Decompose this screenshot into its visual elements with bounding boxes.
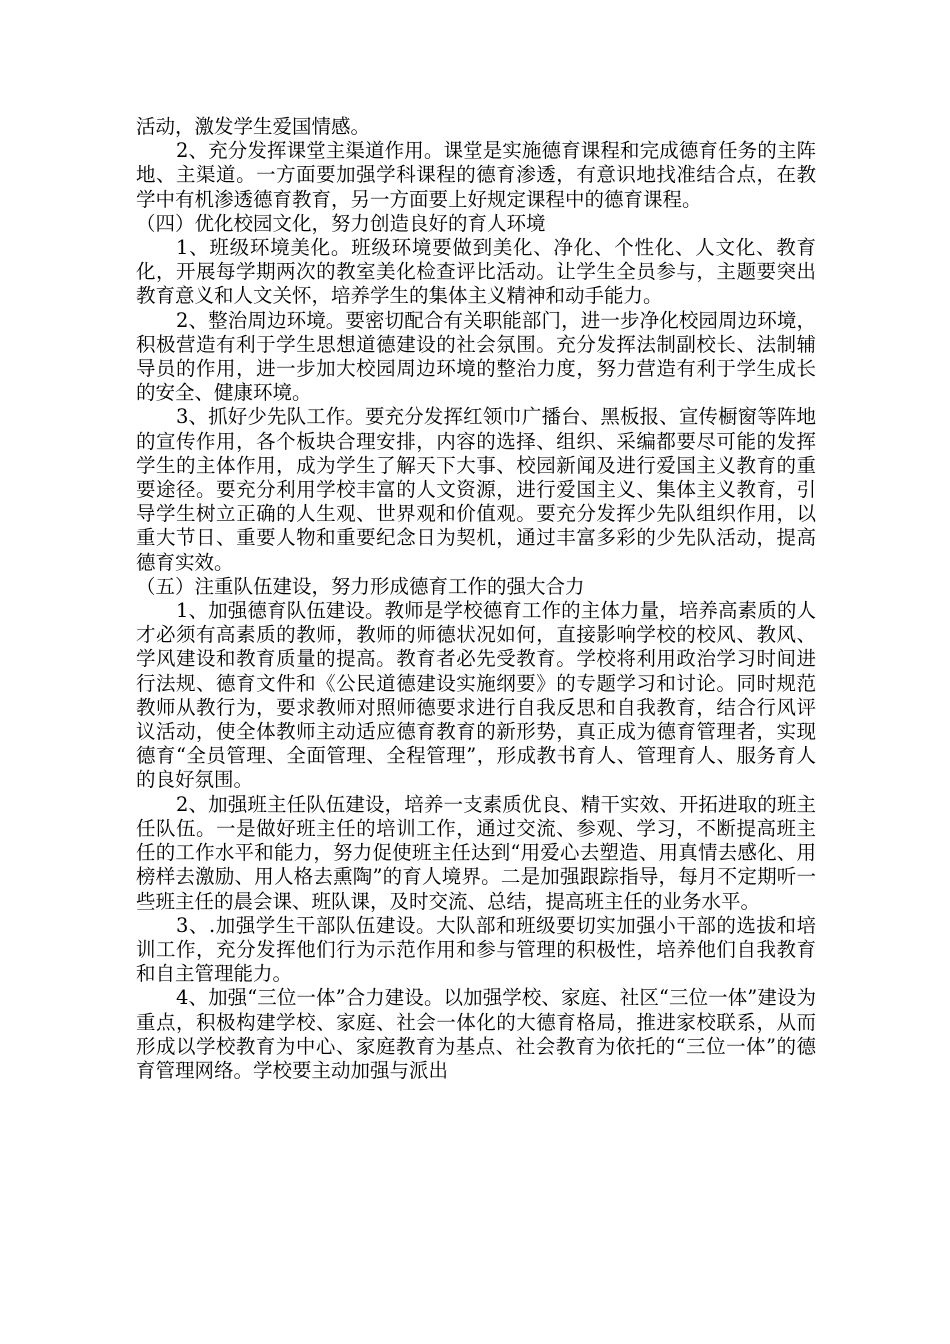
- paragraph-three-in-one: 4、加强“三位一体”合力建设。以加强学校、家庭、社区“三位一体”建设为重点，积极构建学校、家庭、社会一体化的大德育格局，推进家校联系，从而形成以学校教育为中心、家庭教育为基点、社会教育为依托的“三位一体”的德育管理网络。学校要主动加强与派出: [136, 986, 816, 1082]
- paragraph-surrounding-environment: 2、整治周边环境。要密切配合有关职能部门，进一步净化校园周边环境，积极营造有利于学生思想道德建设的社会氛围。充分发挥法制副校长、法制辅导员的作用，进一步加大校园周边环境的整治力度，努力营造有利于学生成长的安全、健康环境。: [136, 308, 816, 405]
- document-page: [136, 115, 816, 1083]
- paragraph-continuation: 活动，激发学生爱国情感。: [136, 115, 371, 138]
- paragraph-head-teachers: 2、加强班主任队伍建设，培养一支素质优良、精干实效、开拓进取的班主任队伍。一是做好班主任的培训工作，通过交流、参观、学习，不断提高班主任的工作水平和能力，努力促使班主任达到“用爱心去塑造、用真情去感化、用榜样去激励、用人格去熏陶”的育人境界。二是加强跟踪指导，每月不定期听一些班主任的晨会课、班队课，及时交流、总结，提高班主任的业务水平。: [136, 792, 816, 913]
- paragraph-moral-team: 1、加强德育队伍建设。教师是学校德育工作的主体力量，培养高素质的人才必须有高素质的教师，教师的师德状况如何，直接影响学校的校风、教风、学风建设和教育质量的提高。教育者必先受教育。学校将利用政治学习时间进行法规、德育文件和《公民道德建设实施纲要》的专题学习和讨论。同时规范教师从教行为，要求教师对照师德要求进行自我反思和自我教育，结合行风评议活动，使全体教师主动适应德育教育的新形势，真正成为德育管理者，实现德育“全员管理、全面管理、全程管理”，形成教书育人、管理育人、服务育人的良好氛围。: [136, 599, 816, 792]
- section-heading-five: （五）注重队伍建设，努力形成德育工作的强大合力: [136, 574, 585, 598]
- paragraph-class-environment: 1、班级环境美化。班级环境要做到美化、净化、个性化、人文化、教育化，开展每学期两次的教室美化检查评比活动。让学生全员参与，主题要突出教育意义和人文关怀，培养学生的集体主义精神和动手能力。: [136, 236, 816, 308]
- paragraph-student-cadres: 3、.加强学生干部队伍建设。大队部和班级要切实加强小干部的选拔和培训工作，充分发挥他们行为示范作用和参与管理的积极性，培养他们自我教育和自主管理能力。: [136, 913, 816, 986]
- section-heading-four: （四）优化校园文化，努力创造良好的育人环境: [136, 211, 546, 235]
- paragraph-classroom-channel: 2、充分发挥课堂主渠道作用。课堂是实施德育课程和完成德育任务的主阵地、主渠道。一方面要加强学科课程的德育渗透，有意识地找准结合点，在教学中有机渗透德育教育，另一方面要上好规定课程中的德育课程。: [136, 139, 816, 211]
- paragraph-young-pioneers: 3、抓好少先队工作。要充分发挥红领巾广播台、黑板报、宣传橱窗等阵地的宣传作用，各个板块合理安排，内容的选择、组织、采编都要尽可能的发挥学生的主体作用，成为学生了解天下大事、校园新闻及进行爱国主义教育的重要途径。要充分利用学校丰富的人文资源，进行爱国主义、集体主义教育，引导学生树立正确的人生观、世界观和价值观。要充分发挥少先队组织作用，以重大节日、重要人物和重要纪念日为契机，通过丰富多彩的少先队活动，提高德育实效。: [136, 405, 816, 574]
